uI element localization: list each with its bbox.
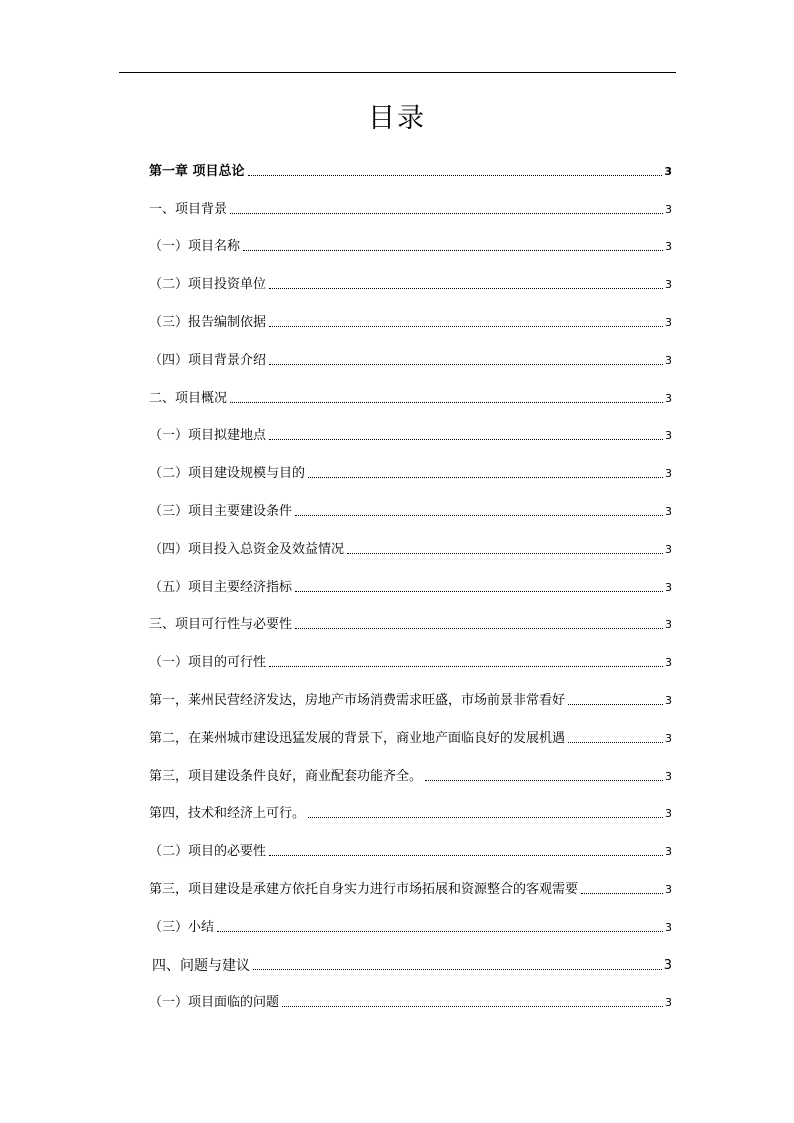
toc-leader-dots	[295, 591, 663, 592]
toc-leader-dots	[295, 628, 663, 629]
toc-entry-page-number: 3	[665, 353, 672, 367]
toc-entry[interactable]	[149, 369, 672, 407]
toc-entry-label: （一）项目名称	[149, 239, 241, 255]
toc-entry[interactable]	[149, 936, 672, 974]
toc-entry-label: （二）项目建设规模与目的	[149, 466, 306, 482]
toc-entry-page-number: 3	[665, 391, 672, 405]
toc-entry[interactable]	[149, 558, 672, 596]
toc-entry-page-number: 3	[665, 202, 672, 216]
toc-entry-label: （一）项目面临的问题	[149, 995, 280, 1011]
toc-leader-dots	[295, 515, 663, 516]
toc-leader-dots	[308, 477, 663, 478]
toc-entry-label: 第一章 项目总论	[149, 163, 245, 179]
toc-entry[interactable]	[149, 974, 672, 1012]
toc-entry[interactable]	[149, 596, 672, 634]
toc-entry[interactable]	[149, 860, 672, 898]
toc-entry[interactable]	[149, 785, 672, 823]
toc-entry[interactable]	[149, 671, 672, 709]
toc-leader-dots	[568, 742, 663, 743]
toc-entry-page-number: 3	[665, 240, 672, 254]
toc-entry-page-number: 3	[665, 618, 672, 632]
toc-leader-dots	[425, 780, 663, 781]
toc-leader-dots	[269, 326, 663, 327]
toc-entry-label: 第一，莱州民营经济发达，房地产市场消费需求旺盛，市场前景非常看好	[149, 692, 566, 708]
toc-entry-page-number: 3	[665, 504, 672, 518]
toc-entry-page-number: 3	[665, 656, 672, 670]
toc-leader-dots	[217, 931, 663, 932]
toc-entry-page-number: 3	[665, 467, 672, 481]
toc-entry-page-number: 3	[665, 429, 672, 443]
toc-leader-dots	[269, 855, 663, 856]
page-title: 目录	[368, 103, 426, 134]
toc-entry-label: （三）小结	[149, 919, 215, 935]
toc-entry[interactable]	[149, 255, 672, 293]
toc-leader-dots	[269, 288, 663, 289]
toc-entry-label: （二）项目投资单位	[149, 277, 267, 293]
toc-entry-page-number: 3	[665, 920, 672, 934]
toc-entry[interactable]	[149, 898, 672, 936]
toc-entry[interactable]	[149, 747, 672, 785]
toc-entry-label: （三）项目主要建设条件	[149, 503, 293, 519]
toc-entry[interactable]	[149, 218, 672, 256]
toc-entry-page-number: 3	[665, 845, 672, 859]
toc-leader-dots	[269, 666, 663, 667]
toc-leader-dots	[282, 1006, 663, 1007]
toc-entry[interactable]	[149, 482, 672, 520]
toc-entry-page-number: 3	[665, 693, 672, 707]
toc-entry-label: 第三，项目建设条件良好，商业配套功能齐全。	[149, 768, 423, 784]
toc-entry-label: （二）项目的必要性	[149, 844, 267, 860]
toc-entry-label: （四）项目背景介绍	[149, 352, 267, 368]
toc-entry-page-number: 3	[665, 996, 672, 1010]
toc-entry-page-number: 3	[665, 769, 672, 783]
toc-entry-label: （一）项目的可行性	[149, 655, 267, 671]
toc-leader-dots	[581, 893, 663, 894]
toc-entry[interactable]	[149, 293, 672, 331]
toc-entry-page-number: 3	[664, 164, 672, 178]
toc-entry-page-number: 3	[665, 580, 672, 594]
toc-entry[interactable]	[149, 180, 672, 218]
toc-leader-dots	[248, 175, 663, 176]
toc-entry[interactable]	[149, 709, 672, 747]
toc-entry[interactable]	[149, 331, 672, 369]
toc-entry-label: 第四，技术和经济上可行。	[149, 806, 306, 822]
toc-entry-label: （一）项目拟建地点	[149, 428, 267, 444]
toc-entry-label: 第二，在莱州城市建设迅猛发展的背景下，商业地产面临良好的发展机遇	[149, 730, 566, 746]
toc-entry-page-number: 3	[665, 882, 672, 896]
toc-leader-dots	[269, 439, 663, 440]
toc-entry[interactable]	[149, 633, 672, 671]
toc-entry-label: （四）项目投入总资金及效益情况	[149, 541, 345, 557]
toc-entry-label: 一、项目背景	[149, 201, 228, 217]
toc-leader-dots	[230, 213, 663, 214]
toc-leader-dots	[253, 969, 662, 970]
toc-entry-label: （三）报告编制依据	[149, 314, 267, 330]
toc-entry-page-number: 3	[665, 807, 672, 821]
toc-entry-page-number: 3	[663, 957, 672, 973]
toc-entry[interactable]	[149, 520, 672, 558]
toc-entry-page-number: 3	[665, 315, 672, 329]
header-rule	[119, 72, 676, 73]
toc-entry-page-number: 3	[665, 278, 672, 292]
toc-entry[interactable]	[149, 822, 672, 860]
toc-entry-label: 三、项目可行性与必要性	[149, 617, 293, 633]
toc-entry-label: 四、问题与建议	[152, 957, 250, 974]
toc-entry-page-number: 3	[665, 542, 672, 556]
toc-entry-label: （五）项目主要经济指标	[149, 579, 293, 595]
toc-entry-label: 第三，项目建设是承建方依托自身实力进行市场拓展和资源整合的客观需要	[149, 881, 579, 897]
toc-entry[interactable]	[149, 407, 672, 445]
toc-entry[interactable]	[149, 444, 672, 482]
toc-entry-label: 二、项目概况	[149, 390, 228, 406]
toc-leader-dots	[230, 402, 663, 403]
toc-leader-dots	[269, 364, 663, 365]
toc-entry-page-number: 3	[665, 731, 672, 745]
toc-leader-dots	[347, 553, 663, 554]
table-of-contents	[149, 142, 672, 1011]
toc-leader-dots	[568, 704, 663, 705]
toc-entry[interactable]	[149, 142, 672, 180]
toc-leader-dots	[308, 817, 663, 818]
toc-leader-dots	[243, 250, 663, 251]
